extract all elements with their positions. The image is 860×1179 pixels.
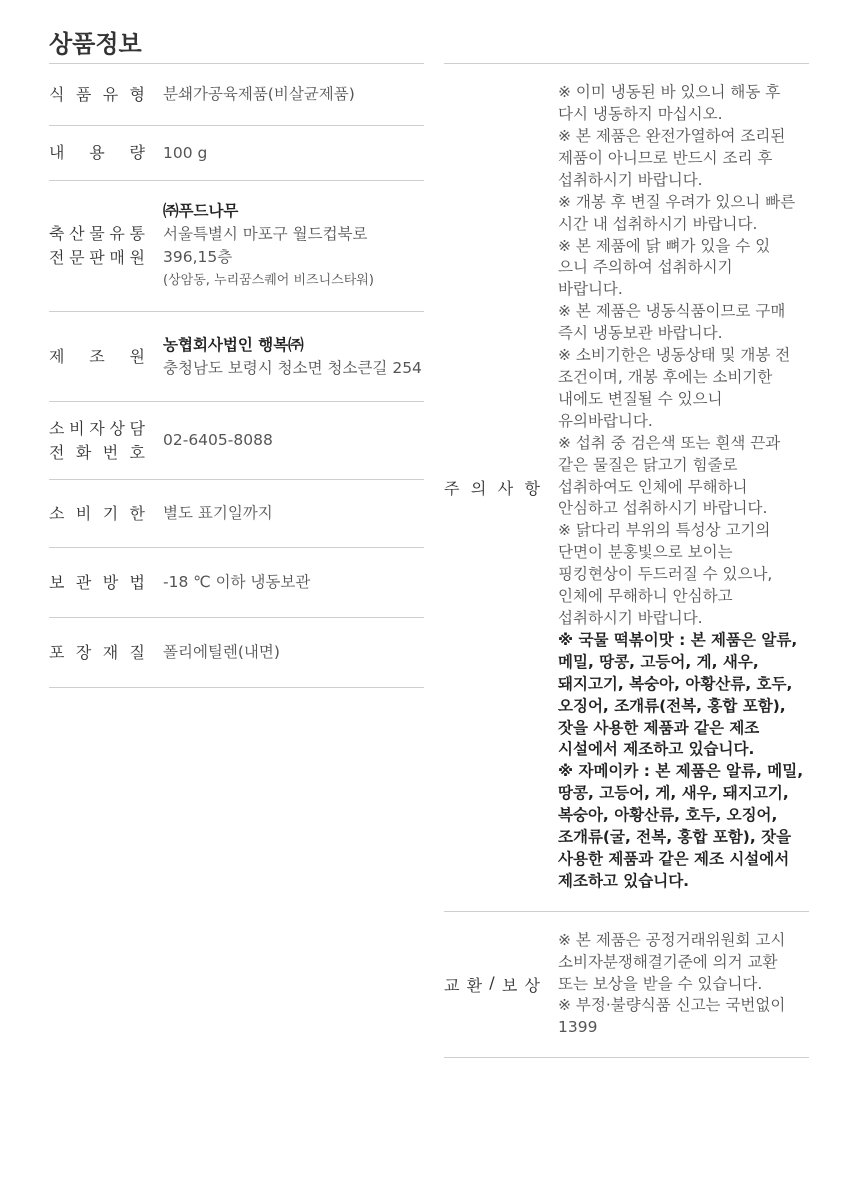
label-char: 포 [49,642,65,662]
text-line: 다시 냉동하지 마십시오. [558,105,723,124]
exchange-text [558,930,809,1040]
product-info-right-table [444,63,809,1058]
row-label [49,417,163,465]
text-line: 소비자분쟁해결기준에 의거 교환 [558,952,778,971]
text-line: 복숭아, 아황산류, 호두, 오징어, [558,806,778,825]
label-char: 상 [109,418,125,438]
text-line: 조개류(굴, 전복, 홍합 포함), 잣을 [558,828,792,847]
label-char: 원 [129,346,145,366]
label-char: 재 [102,642,119,662]
label-char: / [489,973,495,992]
row-packaging [49,617,424,688]
label-char: 항 [524,479,540,498]
row-label [49,141,163,165]
text-line: 유의바랍니다. [558,411,653,430]
label-char: 제 [49,346,65,366]
label-char: 판 [89,248,105,267]
row-distributor [49,180,424,311]
label-char: 내 [49,143,65,162]
manufacturer-company: 농협회사법인 행복㈜ [163,335,304,354]
text-line: ※ 본 제품은 냉동식품이므로 구매 [558,302,786,321]
text-line: 시설에서 제조하고 있습니다. [558,740,755,759]
row-expiry [49,479,424,547]
label-char: 질 [129,642,145,662]
label-char: 자 [89,418,105,438]
text-line: ※ 닭다리 부위의 특성상 고기의 [558,521,771,540]
text-line: ※ 자메이카 : 본 제품은 알류, 메밀, [558,762,804,781]
label-char: 소 [49,503,65,523]
page-title: 상품정보 [49,30,142,58]
expiry-value: 별도 표기일까지 [163,504,273,522]
label-char: 상 [524,976,540,995]
label-char: 의 [470,479,487,498]
label-char: 방 [102,572,119,592]
distributor-address-detail: (상암동, 누리꿈스퀘어 비즈니스타워) [163,273,374,288]
label-line [49,345,145,369]
row-caution [444,63,809,911]
row-label [49,641,163,665]
label-char: 전 [49,442,65,462]
text-line: ※ 개봉 후 변질 우려가 있으니 빠른 [558,192,796,211]
label-char: 전 [49,248,65,267]
manufacturer-value [163,334,422,380]
label-char: 주 [444,479,460,498]
label-char: 문 [69,248,85,267]
text-line: ※ 부정·불량식품 신고는 국번없이 [558,996,786,1015]
text-line: ※ 이미 냉동된 바 있으니 해동 후 [558,83,781,102]
label-char: 사 [497,479,514,498]
label-line [49,502,145,526]
label-char: 물 [89,224,105,243]
row-manufacturer [49,311,424,401]
net-weight-value: 100 g [163,143,208,162]
text-line: 사용한 제품과 같은 제조 시설에서 [558,849,790,868]
text-line: 바랍니다. [558,280,623,299]
label-line [49,222,145,246]
label-char: 한 [129,503,145,523]
label-char: 용 [89,143,105,162]
row-storage [49,547,424,617]
distributor-address-line: 서울특별시 마포구 월드컵북로 [163,225,368,243]
label-char: 호 [129,442,145,462]
distributor-address-line: 396,15층 [163,248,233,266]
text-line: 잣을 사용한 제품과 같은 제조 [558,718,760,737]
row-food-type [49,63,424,125]
text-line: 안심하고 섭취하시기 바랍니다. [558,499,768,518]
row-label [49,222,163,270]
row-label [49,345,163,369]
product-info-left-table [49,63,424,688]
label-char: 비 [69,418,85,438]
text-line: 단면이 분홍빛으로 보이는 [558,543,733,562]
label-char: 보 [501,976,518,995]
row-net-weight [49,125,424,180]
label-line [49,83,145,107]
text-line: 즉시 냉동보관 바랍니다. [558,324,723,343]
text-line: 돼지고기, 복숭아, 아황산류, 호두, [558,674,793,693]
text-line: ※ 본 제품은 공정거래위원회 고시 [558,930,786,949]
label-line [49,141,145,165]
text-line: 섭취하시기 바랍니다. [558,608,703,627]
label-char: 통 [129,224,145,243]
text-line: 메밀, 땅콩, 고등어, 게, 새우, [558,652,759,671]
label-char: 교 [444,976,460,995]
label-char: 장 [75,642,92,662]
distributor-company: ㈜푸드나무 [163,202,239,220]
label-char: 형 [129,84,145,104]
label-char: 화 [75,442,92,462]
text-line: 조건이며, 개봉 후에는 소비기한 [558,368,773,387]
label-char: 비 [75,503,92,523]
label-char: 기 [102,503,119,523]
label-char: 보 [49,572,65,592]
text-line: ※ 국물 떡볶이맛 : 본 제품은 알류, [558,630,798,649]
text-line: 인체에 무해하니 안심하고 [558,587,733,606]
label-char: 식 [49,84,65,104]
label-char: 산 [69,224,85,243]
label-line [49,641,145,665]
text-line: 1399 [558,1018,598,1037]
text-line: 섭취하여도 인체에 무해하니 [558,477,748,496]
row-label [49,83,163,107]
label-char: 번 [102,442,119,462]
label-char: 소 [49,418,65,438]
exchange-label [444,973,558,996]
text-line: 으니 주의하여 섭취하시기 [558,258,733,277]
row-consumer-phone [49,401,424,479]
text-line: ※ 본 제품에 닭 뼈가 있을 수 있 [558,236,771,255]
label-char: 관 [75,572,92,592]
row-label [49,571,163,595]
label-line [49,441,145,465]
text-line: 오징어, 조개류(전복, 홍합 포함), [558,696,786,715]
label-char: 법 [129,572,145,592]
text-line: 핑킹현상이 두드러질 수 있으나, [558,565,773,584]
label-char: 축 [49,224,65,243]
caution-label [444,476,558,499]
row-label [49,502,163,526]
text-line: 땅콩, 고등어, 게, 새우, 돼지고기, [558,784,789,803]
label-line [49,246,145,270]
distributor-value [163,200,374,292]
label-char: 량 [129,143,145,162]
label-char: 원 [129,248,145,267]
text-line: ※ 본 제품은 완전가열하여 조리된 [558,127,786,146]
text-line: 제조하고 있습니다. [558,871,690,890]
text-line: ※ 소비기한은 냉동상태 및 개봉 전 [558,346,791,365]
text-line: 내에도 변질될 수 있으니 [558,389,723,408]
text-line: 섭취하시기 바랍니다. [558,170,703,189]
food-type-value: 분쇄가공육제품(비살균제품) [163,85,355,103]
label-char: 품 [75,84,92,104]
text-line: 또는 보상을 받을 수 있습니다. [558,974,763,993]
label-char: 유 [109,224,125,243]
manufacturer-address: 충청남도 보령시 청소면 청소큰길 254 [163,358,422,377]
label-char: 매 [109,248,125,267]
label-char: 담 [129,418,145,438]
label-char: 환 [466,976,483,995]
label-line [49,571,145,595]
text-line: 제품이 아니므로 반드시 조리 후 [558,148,773,167]
caution-text [558,82,809,893]
packaging-value: 폴리에틸렌(내면) [163,643,280,661]
label-line [49,417,145,441]
storage-value: -18 ℃ 이하 냉동보관 [163,573,311,591]
text-line: 시간 내 섭취하시기 바랍니다. [558,214,758,233]
label-char: 유 [102,84,119,104]
text-line: 같은 물질은 닭고기 힘줄로 [558,455,738,474]
consumer-phone-value: 02-6405-8088 [163,431,273,449]
text-line: ※ 섭취 중 검은색 또는 흰색 끈과 [558,433,781,452]
row-exchange [444,911,809,1058]
label-char: 조 [89,346,105,366]
